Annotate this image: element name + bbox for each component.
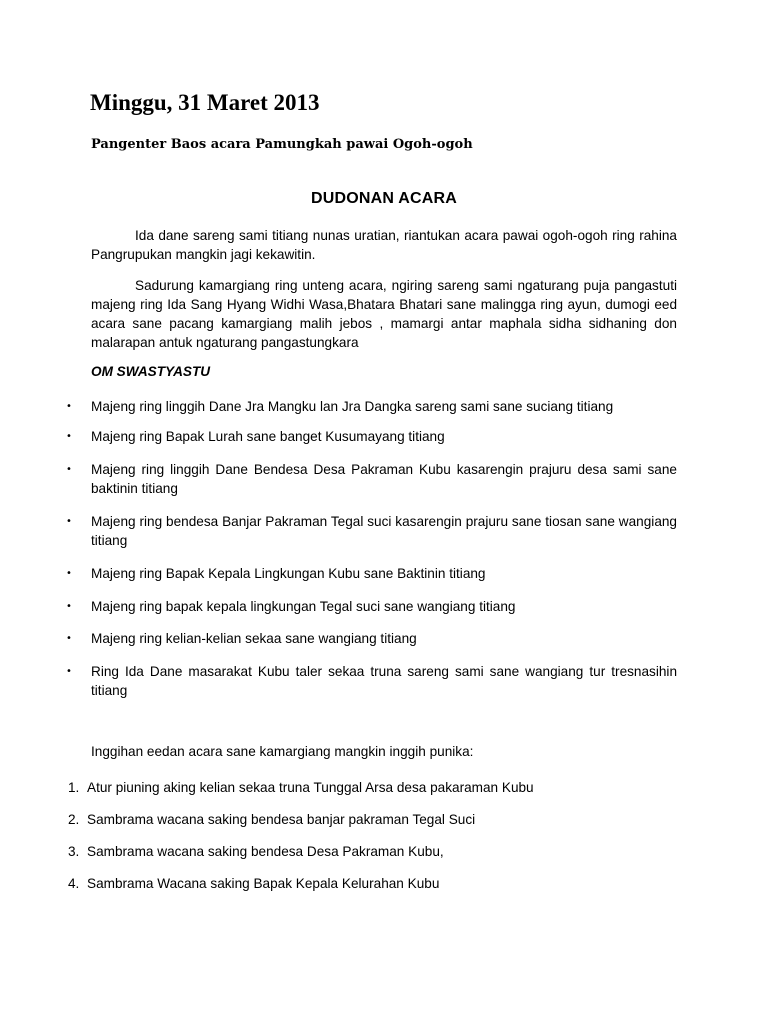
agenda-number: 3. [68, 844, 80, 859]
greeting-text: OM SWASTYASTU [91, 364, 211, 379]
agenda-item [68, 778, 534, 797]
bullet-icon: • [66, 666, 72, 677]
agenda-number: 4. [68, 876, 80, 891]
bullet-icon: • [66, 633, 72, 644]
list-item-text: Ring Ida Dane masarakat Kubu taler sekaa truna sareng sami sane wangiang tur tresnasihin titiang [91, 664, 677, 698]
document-subtitle: Pangenter Baos acara Pamungkah pawai Ogoh-ogoh [91, 137, 473, 152]
bullet-icon: • [66, 516, 72, 527]
bullet-icon: • [66, 601, 72, 612]
list-item-text: Majeng ring Bapak Lurah sane banget Kusumayang titiang [91, 429, 445, 444]
agenda-item [68, 842, 444, 861]
prayer-paragraph: Sadurung kamargiang ring unteng acara, ngiring sareng sami ngaturang puja pangastuti majeng ring Ida Sang Hyang Widhi Wasa,Bhatara Bhatari sane malingga ring ayun, dumogi eed acara sane pacang kamargiang malih jebos , mamargi antar maphala sidha sidhaning don malarapan antuk ngaturang pangastungkara [91, 278, 677, 350]
agenda-text: Sambrama wacana saking bendesa banjar pakraman Tegal Suci [87, 812, 476, 827]
agenda-intro: Inggihan eedan acara sane kamargiang mangkin inggih punika: [91, 744, 474, 759]
bullet-icon: • [66, 431, 72, 442]
agenda-number: 1. [68, 780, 80, 795]
agenda-text: Sambrama wacana saking bendesa Desa Pakraman Kubu, [87, 844, 444, 859]
list-item-text: Majeng ring linggih Dane Bendesa Desa Pakraman Kubu kasarengin prajuru desa sami sane baktinin titiang [91, 462, 677, 496]
list-item-text: Majeng ring linggih Dane Jra Mangku lan Jra Dangka sareng sami sane suciang titiang [91, 399, 614, 414]
agenda-text: Atur piuning aking kelian sekaa truna Tunggal Arsa desa pakaraman Kubu [87, 780, 534, 795]
section-heading: DUDONAN ACARA [311, 190, 457, 207]
agenda-item [68, 874, 439, 893]
list-item-text: Majeng ring bapak kepala lingkungan Tegal suci sane wangiang titiang [91, 599, 516, 614]
document-date-title: Minggu, 31 Maret 2013 [90, 90, 320, 115]
bullet-icon: • [66, 401, 72, 412]
list-item-text: Majeng ring kelian-kelian sekaa sane wangiang titiang [91, 631, 417, 646]
bullet-icon: • [66, 568, 72, 579]
bullet-icon: • [66, 464, 72, 475]
agenda-text: Sambrama Wacana saking Bapak Kepala Kelurahan Kubu [87, 876, 440, 891]
list-item-text: Majeng ring Bapak Kepala Lingkungan Kubu sane Baktinin titiang [91, 566, 486, 581]
list-item-text: Majeng ring bendesa Banjar Pakraman Tegal suci kasarengin prajuru sane tiosan sane wangiang titiang [91, 514, 677, 548]
agenda-item [68, 810, 475, 829]
opening-paragraph: Ida dane sareng sami titiang nunas uratian, riantukan acara pawai ogoh-ogoh ring rahina Pangrupukan mangkin jagi kekawitin. [91, 228, 677, 262]
agenda-number: 2. [68, 812, 80, 827]
